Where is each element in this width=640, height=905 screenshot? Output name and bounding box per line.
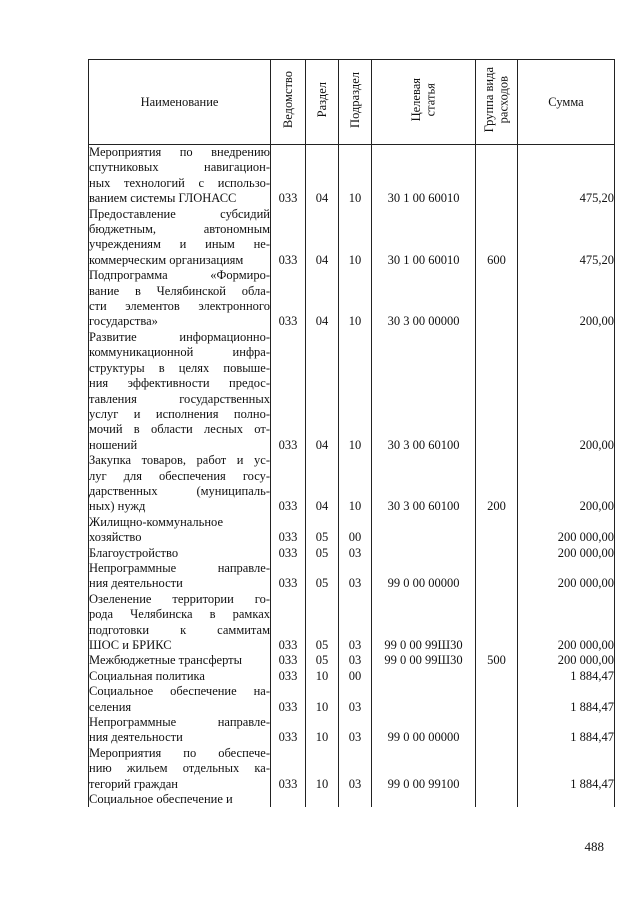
row-name-line: рода Челябинска в рамках [89,607,270,622]
cell-summa: 1 884,47 [518,684,615,715]
cell-celevaya-statya: 30 3 00 60100 [372,330,476,453]
cell-podrazdel: 10 [339,207,372,269]
cell-vedomstvo: 033 [271,330,306,453]
row-name-line: Социальное обеспечение на- [89,684,270,699]
cell-celevaya-statya: 99 0 00 00000 [372,715,476,746]
cell-gruppa-vida [476,515,518,546]
row-name-line: тегорий граждан [89,776,178,791]
row-name [89,684,271,715]
row-name-line: вание в Челябинской обла- [89,283,270,298]
row-name-line: нию жильем отдельных ка- [89,761,270,776]
table-row [89,684,615,715]
row-name-line: Благоустройство [89,545,179,560]
cell-podrazdel: 03 [339,561,372,592]
cell-celevaya-statya: 99 0 00 99100 [372,746,476,792]
row-name-line: ных) нужд [89,499,146,514]
cell-celevaya-statya: 99 0 00 99Ш30 [372,592,476,654]
header-celevaya-statya: Целевая статья [372,60,476,145]
cell-vedomstvo: 033 [271,145,306,207]
cell-podrazdel: 03 [339,653,372,668]
table-row [89,515,615,546]
cell-podrazdel: 03 [339,546,372,561]
cell-summa: 475,20 [518,145,615,207]
cell-summa: 1 884,47 [518,746,615,792]
row-name-line: Предоставление субсидий [89,206,270,221]
cell-gruppa-vida: 600 [476,207,518,269]
row-name-line: коммерческим организациям [89,252,244,267]
row-name-line: Социальная политика [89,668,205,683]
cell-vedomstvo: 033 [271,669,306,684]
table-row [89,669,615,684]
cell-summa: 200 000,00 [518,515,615,546]
row-name-line: коммуникационной инфра- [89,345,270,360]
cell-podrazdel: 03 [339,715,372,746]
cell-gruppa-vida: 500 [476,653,518,668]
cell-razdel: 05 [306,546,339,561]
row-name-line: Закупка товаров, работ и ус- [89,453,270,468]
cell-gruppa-vida [476,546,518,561]
table-row [89,453,615,515]
cell-vedomstvo [271,792,306,807]
cell-razdel: 05 [306,561,339,592]
cell-celevaya-statya [372,669,476,684]
cell-razdel [306,792,339,807]
row-name [89,653,271,668]
cell-gruppa-vida [476,684,518,715]
row-name-line: хозяйство [89,530,142,545]
row-name-line: подготовки к саммитам [89,622,270,637]
header-podrazdel: Подраздел [339,60,372,145]
row-name [89,330,271,453]
row-name-line: учреждениям и иным не- [89,237,270,252]
cell-summa: 200 000,00 [518,592,615,654]
table-row [89,268,615,330]
cell-podrazdel: 00 [339,669,372,684]
cell-razdel: 04 [306,453,339,515]
row-name-line: Межбюджетные трансферты [89,653,243,668]
row-name-line: ванием системы ГЛОНАСС [89,191,237,206]
cell-vedomstvo: 033 [271,453,306,515]
cell-summa: 475,20 [518,207,615,269]
row-name-line: селения [89,699,132,714]
cell-gruppa-vida [476,715,518,746]
cell-vedomstvo: 033 [271,684,306,715]
table-row [89,653,615,668]
table-row [89,207,615,269]
cell-gruppa-vida [476,792,518,807]
header-gruppa-vida-rashodov: Группа вида расходов [476,60,518,145]
cell-podrazdel: 10 [339,330,372,453]
cell-razdel: 05 [306,592,339,654]
row-name-line: Непрограммные направле- [89,715,270,730]
cell-gruppa-vida [476,592,518,654]
row-name-line: луг для обеспечения госу- [89,468,270,483]
row-name [89,715,271,746]
table-row [89,145,615,207]
cell-celevaya-statya [372,792,476,807]
row-name-line: мочий в области лесных от- [89,422,270,437]
row-name [89,207,271,269]
row-name [89,792,271,807]
cell-vedomstvo: 033 [271,515,306,546]
cell-razdel: 04 [306,145,339,207]
cell-razdel: 05 [306,515,339,546]
row-name-line: Мероприятия по обеспече- [89,745,270,760]
cell-podrazdel: 00 [339,515,372,546]
row-name-line: ных технологий с использо- [89,175,270,190]
row-name [89,746,271,792]
cell-razdel: 04 [306,268,339,330]
table-row [89,330,615,453]
cell-razdel: 04 [306,330,339,453]
cell-summa: 200,00 [518,453,615,515]
cell-podrazdel: 10 [339,268,372,330]
table-header [89,60,615,145]
cell-summa: 200 000,00 [518,653,615,668]
cell-gruppa-vida [476,561,518,592]
cell-razdel: 04 [306,207,339,269]
cell-razdel: 10 [306,715,339,746]
row-name [89,268,271,330]
cell-celevaya-statya [372,546,476,561]
cell-gruppa-vida: 200 [476,453,518,515]
cell-vedomstvo: 033 [271,592,306,654]
cell-celevaya-statya: 99 0 00 00000 [372,561,476,592]
row-name-line: ния деятельности [89,576,183,591]
cell-razdel: 10 [306,746,339,792]
cell-summa: 1 884,47 [518,715,615,746]
row-name-line: сти элементов электронного [89,299,270,314]
cell-razdel: 10 [306,684,339,715]
table-row [89,561,615,592]
row-name-line: тавления государственных [89,391,270,406]
table-row [89,715,615,746]
cell-podrazdel: 03 [339,592,372,654]
row-name-line: бюджетным, автономным [89,222,270,237]
cell-vedomstvo: 033 [271,268,306,330]
row-name [89,145,271,207]
cell-summa: 200 000,00 [518,561,615,592]
row-name-line: услуг и исполнения полно- [89,406,270,421]
row-name-line: Социальное обеспечение и [89,792,233,807]
header-summa: Сумма [518,60,615,145]
row-name [89,592,271,654]
row-name-line: ния эффективности предос- [89,376,270,391]
cell-podrazdel: 10 [339,453,372,515]
row-name-line: Непрограммные направле- [89,560,270,575]
table-row [89,792,615,807]
table-row [89,546,615,561]
row-name-line: структуры в целях повыше- [89,360,270,375]
page-number: 488 [584,839,604,854]
cell-celevaya-statya [372,684,476,715]
cell-vedomstvo: 033 [271,746,306,792]
cell-gruppa-vida [476,746,518,792]
cell-vedomstvo: 033 [271,561,306,592]
row-name-line: ШОС и БРИКС [89,638,172,652]
row-name [89,546,271,561]
cell-celevaya-statya: 30 1 00 60010 [372,145,476,207]
cell-celevaya-statya: 30 3 00 60100 [372,453,476,515]
cell-vedomstvo: 033 [271,653,306,668]
row-name-line: Развитие информационно- [89,329,270,344]
row-name-line: дарственных (муниципаль- [89,483,270,498]
header-razdel: Раздел [306,60,339,145]
cell-celevaya-statya [372,515,476,546]
cell-podrazdel: 03 [339,684,372,715]
cell-vedomstvo: 033 [271,715,306,746]
cell-gruppa-vida [476,669,518,684]
cell-podrazdel [339,792,372,807]
row-name-line: Жилищно-коммунальное [89,514,223,529]
row-name [89,453,271,515]
cell-summa: 200,00 [518,268,615,330]
cell-summa: 200 000,00 [518,546,615,561]
cell-podrazdel: 03 [339,746,372,792]
cell-gruppa-vida [476,145,518,207]
row-name-line: спутниковых навигацион- [89,160,270,175]
row-name-line: Подпрограмма «Формиро- [89,268,270,283]
cell-razdel: 10 [306,669,339,684]
row-name [89,561,271,592]
row-name-line: ния деятельности [89,730,183,745]
header-name: Наименование [89,60,271,145]
cell-gruppa-vida [476,330,518,453]
cell-vedomstvo: 033 [271,207,306,269]
cell-gruppa-vida [476,268,518,330]
cell-razdel: 05 [306,653,339,668]
cell-celevaya-statya: 99 0 00 99Ш30 [372,653,476,668]
header-vedomstvo: Ведомство [271,60,306,145]
budget-table [88,59,615,807]
cell-summa: 1 884,47 [518,669,615,684]
cell-summa: 200,00 [518,330,615,453]
row-name [89,515,271,546]
cell-celevaya-statya: 30 3 00 00000 [372,268,476,330]
row-name-line: государства» [89,314,158,329]
cell-summa [518,792,615,807]
table-row [89,592,615,654]
cell-podrazdel: 10 [339,145,372,207]
row-name-line: Озеленение территории го- [89,591,270,606]
row-name [89,669,271,684]
table-row [89,746,615,792]
row-name-line: ношений [89,437,138,452]
row-name-line: Мероприятия по внедрению [89,145,270,159]
cell-vedomstvo: 033 [271,546,306,561]
cell-celevaya-statya: 30 1 00 60010 [372,207,476,269]
